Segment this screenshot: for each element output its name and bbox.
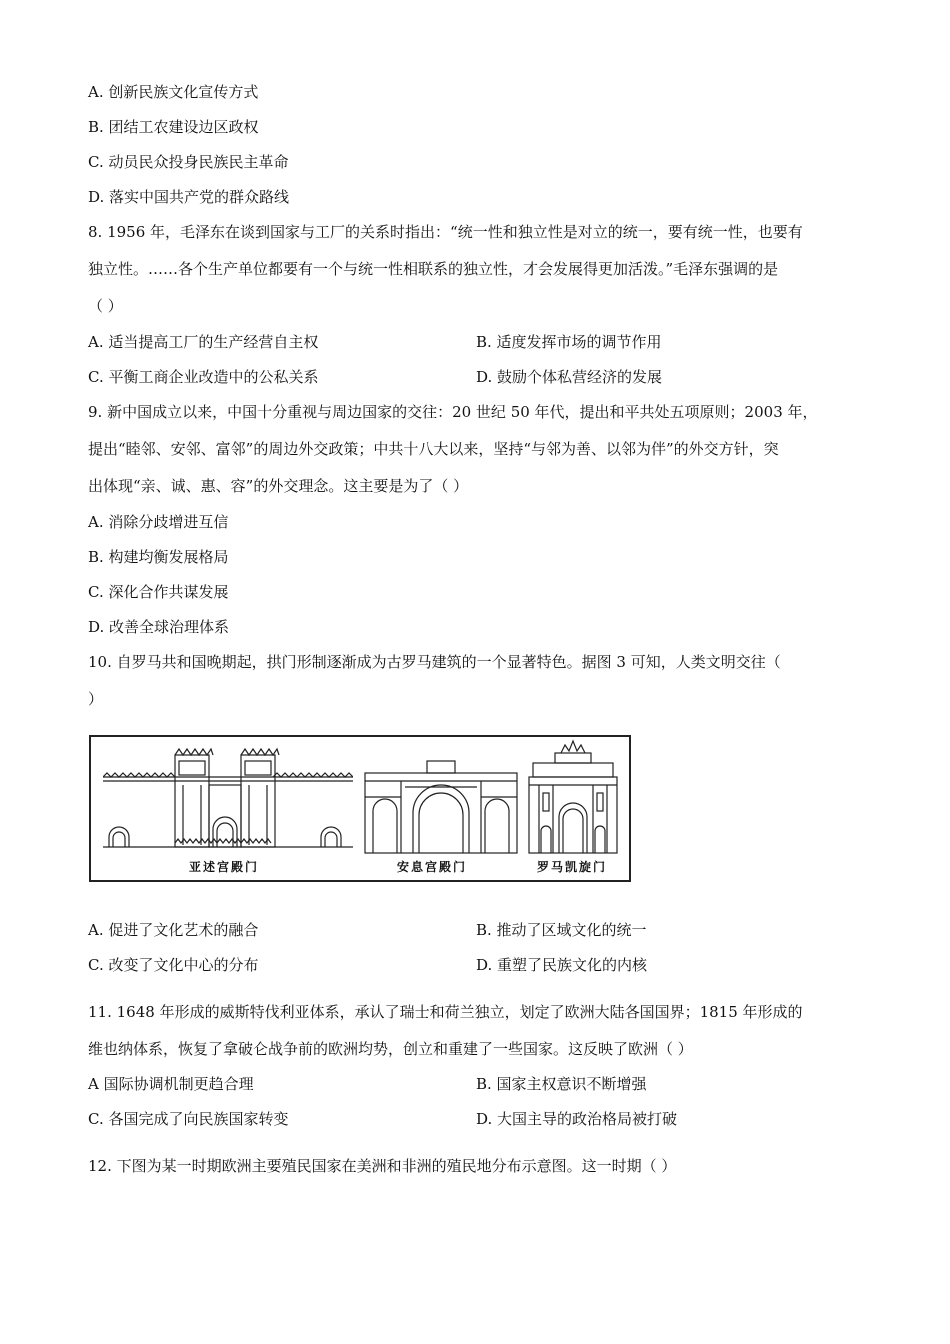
q8-stem-line: 8. 1956 年，毛泽东在谈到国家与工厂的关系时指出：“统一性和独立性是对立的统一，要有统一性，也要有 xyxy=(88,223,803,241)
q9-option-d[interactable]: D. 改善全球治理体系 xyxy=(88,618,230,636)
q9-stem-line: 提出“睦邻、安邻、富邻”的周边外交政策；中共十八大以来，坚持“与邻为善、以邻为伴”的外交方针，突 xyxy=(88,440,779,458)
q11-stem-line: 维也纳体系，恢复了拿破仑战争前的欧洲均势，创立和重建了一些国家。这反映了欧洲（ ） xyxy=(88,1040,693,1058)
q10-stem-line: ） xyxy=(88,690,104,708)
q9-option-b[interactable]: B. 构建均衡发展格局 xyxy=(88,548,229,566)
q12-stem-line: 12. 下图为某一时期欧洲主要殖民国家在美洲和非洲的殖民地分布示意图。这一时期（ ） xyxy=(88,1157,677,1175)
q8-option-d[interactable]: D. 鼓励个体私营经济的发展 xyxy=(476,368,663,386)
q10-option-c[interactable]: C. 改变了文化中心的分布 xyxy=(88,956,259,974)
q7-option-d[interactable]: D. 落实中国共产党的群众路线 xyxy=(88,188,290,206)
q11-option-d[interactable]: D. 大国主导的政治格局被打破 xyxy=(476,1110,678,1128)
q8-option-c[interactable]: C. 平衡工商企业改造中的公私关系 xyxy=(88,368,319,386)
q8-option-a[interactable]: A. 适当提高工厂的生产经营自主权 xyxy=(88,333,319,351)
q11-option-c[interactable]: C. 各国完成了向民族国家转变 xyxy=(88,1110,289,1128)
q7-option-b[interactable]: B. 团结工农建设边区政权 xyxy=(88,118,259,136)
q7-option-a[interactable]: A. 创新民族文化宣传方式 xyxy=(88,83,259,101)
q10-option-b[interactable]: B. 推动了区域文化的统一 xyxy=(476,921,647,939)
q11-option-a[interactable]: A 国际协调机制更趋合理 xyxy=(88,1075,254,1093)
q9-option-a[interactable]: A. 消除分歧增进互信 xyxy=(88,513,229,531)
q9-option-c[interactable]: C. 深化合作共谋发展 xyxy=(88,583,229,601)
parthian-gate-illustration xyxy=(361,757,521,855)
q11-option-b[interactable]: B. 国家主权意识不断增强 xyxy=(476,1075,647,1093)
architecture-figure xyxy=(89,735,631,882)
q10-stem-line: 10. 自罗马共和国晚期起，拱门形制逐渐成为古罗马建筑的一个显著特色。据图 3 可知，人类文明交往（ xyxy=(88,653,781,671)
q8-stem-line: 独立性。……各个生产单位都要有一个与统一性相联系的独立性，才会发展得更加活泼。”毛泽东强调的是 xyxy=(88,260,779,278)
q8-option-b[interactable]: B. 适度发挥市场的调节作用 xyxy=(476,333,662,351)
figure-label-roman: 罗马凯旋门 xyxy=(537,860,608,874)
q10-option-a[interactable]: A. 促进了文化艺术的融合 xyxy=(88,921,259,939)
roman-arch-illustration xyxy=(527,739,619,855)
figure-label-assyrian: 亚述宫殿门 xyxy=(189,860,260,874)
figure-label-parthian: 安息宫殿门 xyxy=(397,860,468,874)
q11-stem-line: 11. 1648 年形成的威斯特伐利亚体系，承认了瑞士和荷兰独立，划定了欧洲大陆各国国界；1815 年形成的 xyxy=(88,1003,803,1021)
q10-option-d[interactable]: D. 重塑了民族文化的内核 xyxy=(476,956,648,974)
q7-option-c[interactable]: C. 动员民众投身民族民主革命 xyxy=(88,153,289,171)
q9-stem-line: 9. 新中国成立以来，中国十分重视与周边国家的交往：20 世纪 50 年代，提出和平共处五项原则；2003 年， xyxy=(88,403,818,421)
q9-stem-line: 出体现“亲、诚、惠、容”的外交理念。这主要是为了（ ） xyxy=(88,477,469,495)
q8-stem-line: （ ） xyxy=(88,297,123,315)
assyrian-gate-illustration xyxy=(103,745,353,855)
